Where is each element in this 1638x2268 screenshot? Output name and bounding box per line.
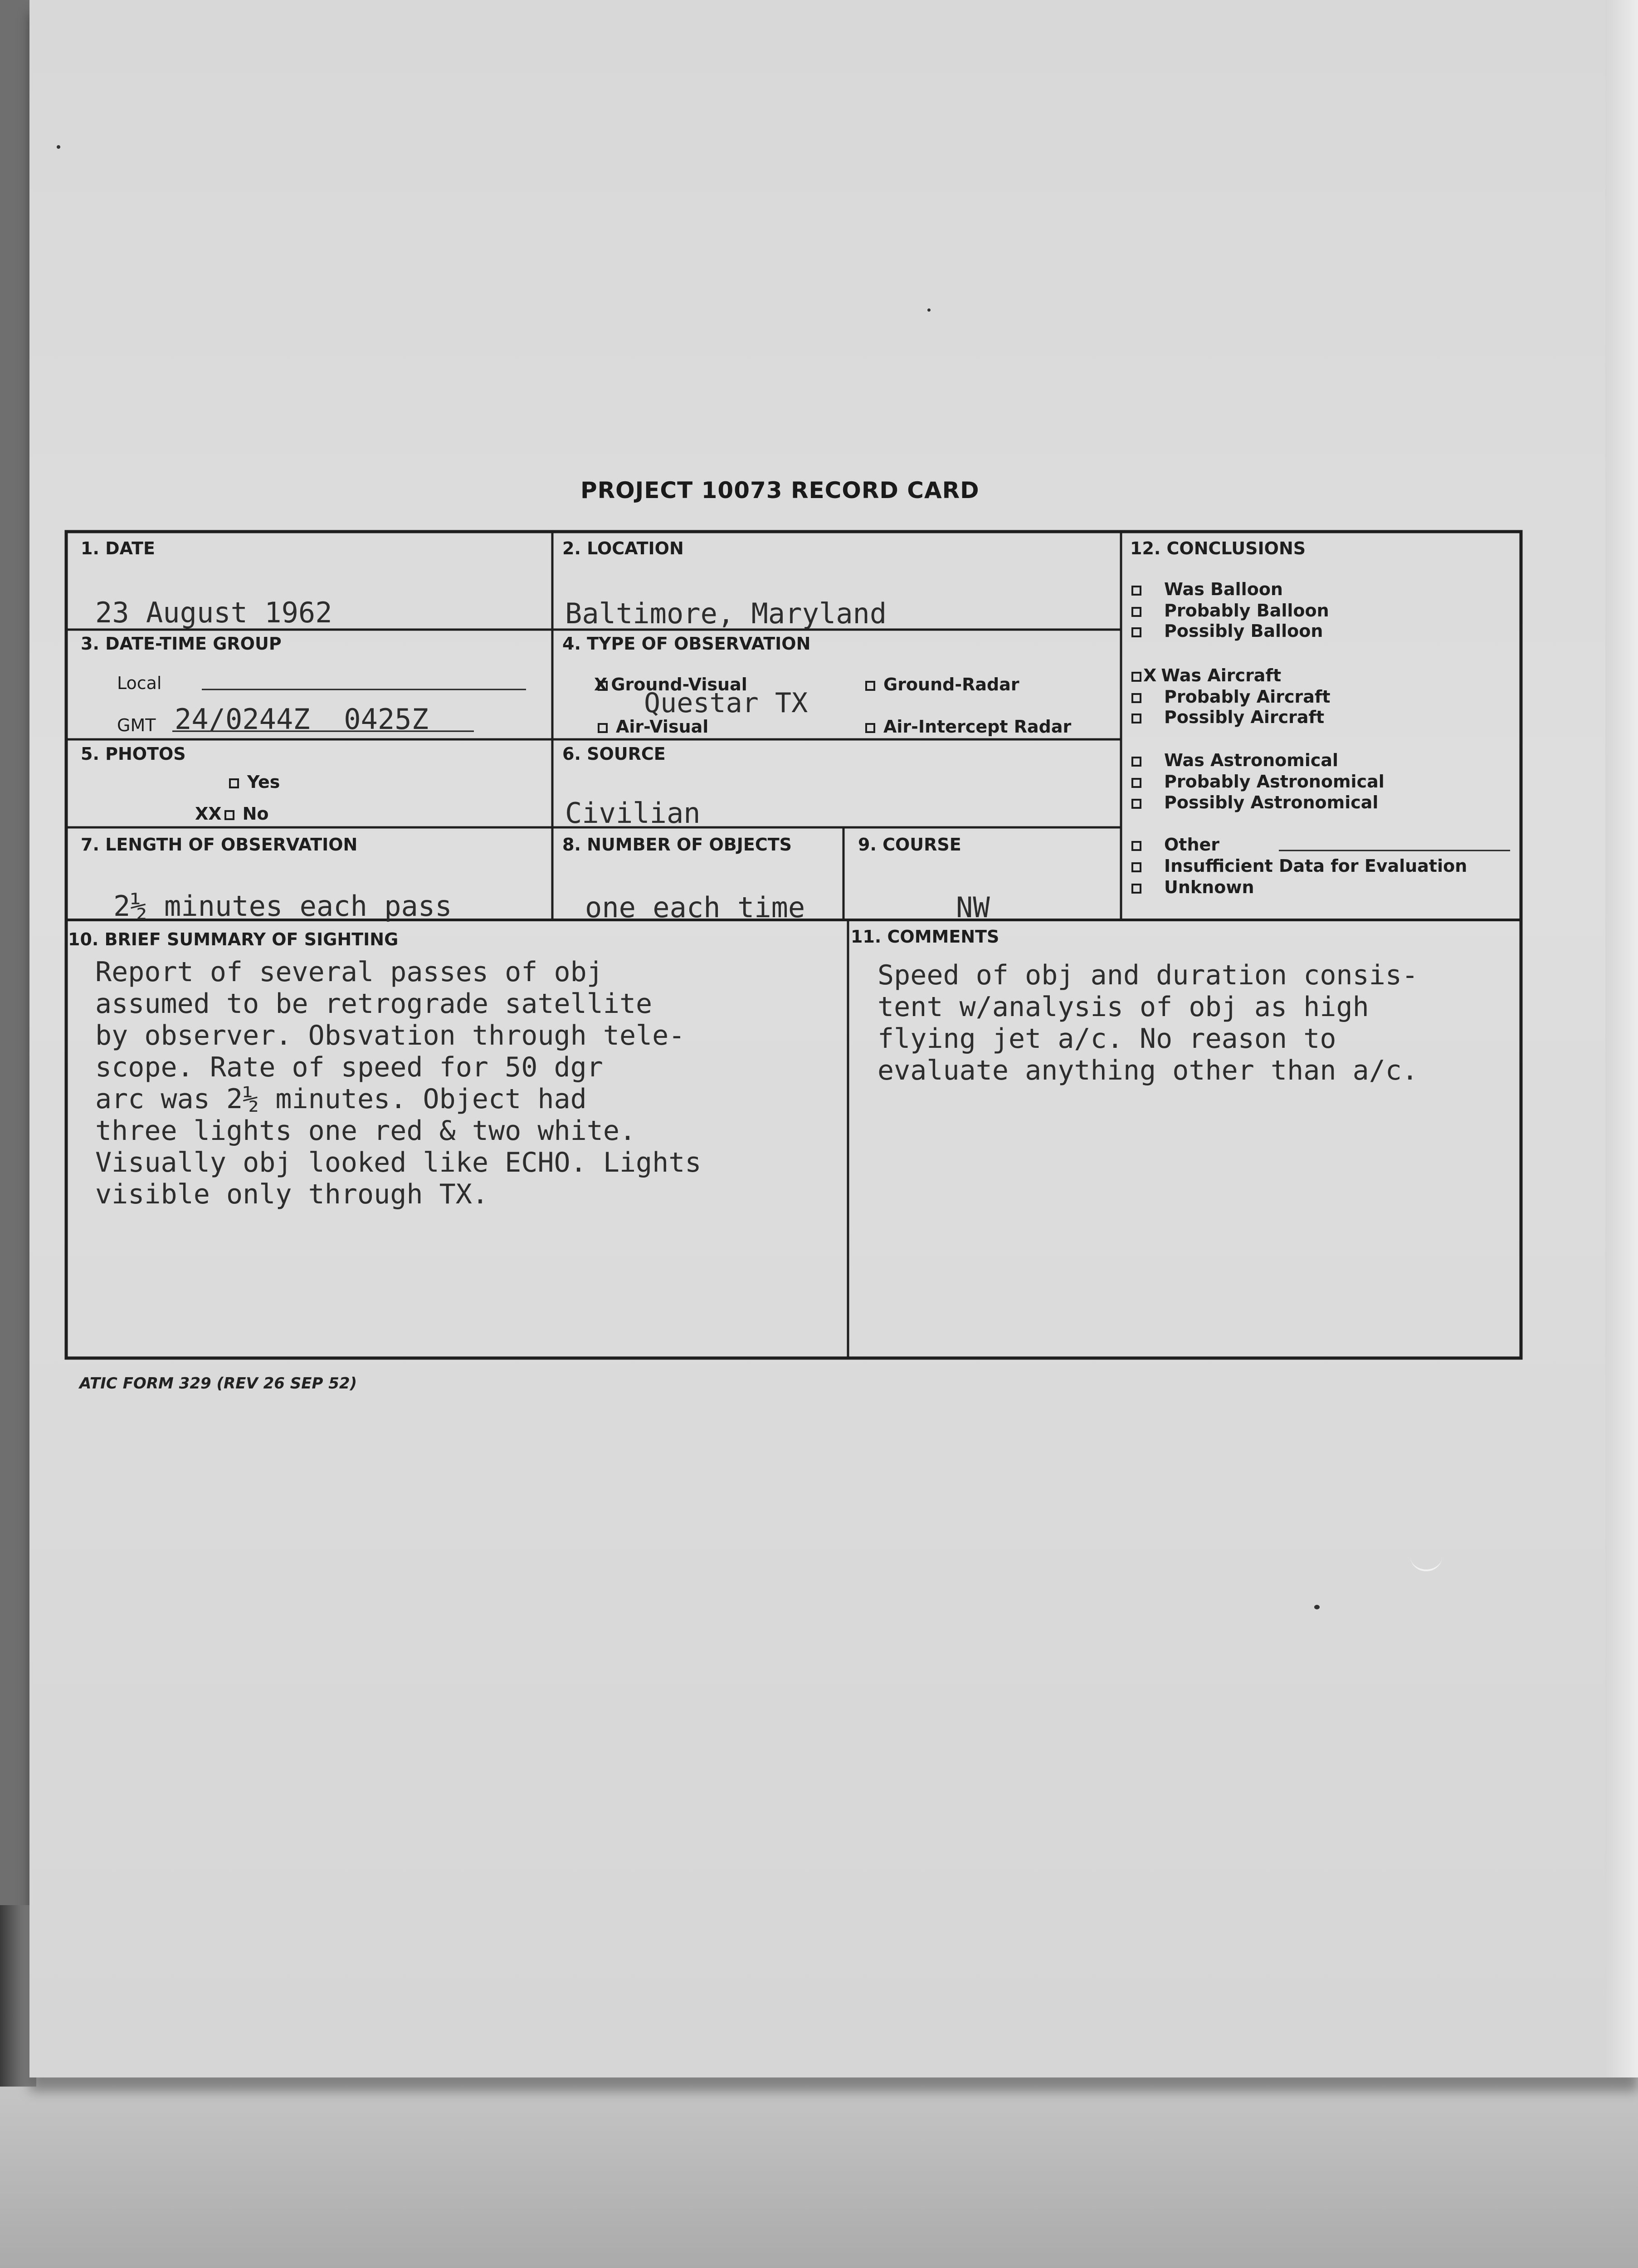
observation-type-label: 4. TYPE OF OBSERVATION: [562, 634, 811, 654]
text-line: Visually obj looked like ECHO. Lights: [95, 1147, 702, 1178]
conclusion-label: Was Balloon: [1164, 579, 1283, 599]
text-line: assumed to be retrograde satellite: [95, 988, 653, 1020]
checkbox: [1131, 672, 1141, 682]
conclusion-option: [1131, 667, 1281, 684]
photos-yes: [229, 773, 280, 791]
dtg-gmt-label: GMT: [117, 715, 156, 735]
conclusions-label: 12. CONCLUSIONS: [1130, 538, 1306, 558]
option-label: Ground-Radar: [883, 675, 1019, 694]
text-line: visible only through TX.: [95, 1178, 488, 1210]
course-value: NW: [956, 891, 990, 924]
objects-label: 8. NUMBER OF OBJECTS: [562, 835, 792, 855]
course-label: 9. COURSE: [858, 835, 961, 855]
objects-value: one each time: [585, 891, 805, 924]
option-ground-radar: [865, 676, 1019, 693]
checkbox: [1131, 778, 1141, 788]
conclusion-option: [1131, 709, 1324, 726]
date-label: 1. DATE: [81, 538, 155, 558]
text-line: flying jet a/c. No reason to: [878, 1023, 1336, 1055]
option-label: Ground-Visual: [611, 675, 747, 694]
source-value: Civilian: [565, 797, 701, 830]
comments-label: 11. COMMENTS: [851, 927, 999, 947]
conclusion-option: [1131, 581, 1283, 598]
conclusion-label: Insufficient Data for Evaluation: [1164, 856, 1467, 876]
option-label: No: [242, 804, 269, 824]
comments-text: [878, 959, 1418, 1086]
conclusion-option: [1131, 602, 1329, 619]
option-label: Air-Visual: [616, 717, 709, 737]
checkbox: [1131, 627, 1141, 637]
checkbox: [1131, 693, 1141, 703]
conclusion-label: Was Aircraft: [1161, 665, 1282, 685]
conclusion-option: [1131, 794, 1378, 811]
length-label: 7. LENGTH OF OBSERVATION: [81, 835, 358, 855]
form-number: ATIC FORM 329 (REV 26 SEP 52): [79, 1374, 357, 1393]
text-line: Report of several passes of obj: [95, 956, 603, 988]
conclusion-label: Possibly Balloon: [1164, 621, 1323, 641]
text-line: three lights one red & two white.: [95, 1115, 636, 1147]
option-air-intercept-radar: [865, 718, 1071, 735]
conclusion-label: Other: [1164, 835, 1220, 855]
text-line: tent w/analysis of obj as high: [878, 991, 1369, 1023]
text-line: by observer. Obsvation through tele-: [95, 1020, 685, 1051]
checkbox: [1131, 714, 1141, 723]
conclusion-option: [1131, 879, 1254, 896]
checkbox: [598, 723, 608, 733]
checkmark: X: [594, 675, 608, 694]
text-line: scope. Rate of speed for 50 dgr: [95, 1051, 603, 1083]
source-label: 6. SOURCE: [562, 744, 666, 764]
text-line: evaluate anything other than a/c.: [878, 1055, 1419, 1086]
checkbox: [865, 681, 875, 691]
location-value: Baltimore, Maryland: [565, 597, 887, 630]
conclusion-label: Possibly Aircraft: [1164, 707, 1325, 727]
conclusion-option: [1131, 836, 1219, 853]
conclusion-label: Probably Balloon: [1164, 601, 1329, 621]
summary-label: 10. BRIEF SUMMARY OF SIGHTING: [68, 929, 399, 949]
checkmark: X: [1143, 665, 1157, 685]
option-label: Air-Intercept Radar: [883, 717, 1072, 737]
conclusion-label: Unknown: [1164, 877, 1254, 897]
checkmark: XX: [195, 804, 222, 824]
conclusion-option: [1131, 773, 1384, 790]
conclusion-label: Possibly Astronomical: [1164, 792, 1379, 812]
observation-note: Questar TX: [644, 687, 808, 719]
dtg-gmt-value: 24/0244Z 0425Z: [175, 703, 429, 736]
conclusion-label: Probably Aircraft: [1164, 687, 1331, 707]
photos-label: 5. PHOTOS: [81, 744, 186, 764]
checkbox: [865, 723, 875, 733]
date-value: 23 August 1962: [95, 596, 332, 629]
conclusion-option: [1131, 622, 1323, 640]
location-label: 2. LOCATION: [562, 538, 684, 558]
checkbox: [1131, 586, 1141, 596]
text-line: Speed of obj and duration consis-: [878, 959, 1419, 991]
checkbox: [229, 778, 239, 788]
option-air-visual: [598, 718, 708, 735]
dtg-local-label: Local: [117, 673, 162, 693]
checkbox: [224, 810, 234, 820]
checkbox: [1131, 841, 1141, 851]
conclusion-label: Probably Astronomical: [1164, 772, 1384, 792]
photos-no: [195, 805, 269, 822]
dtg-label: 3. DATE-TIME GROUP: [81, 634, 282, 654]
length-value: 2½ minutes each pass: [113, 890, 452, 923]
option-label: Yes: [247, 772, 280, 792]
record-card-title: PROJECT 10073 RECORD CARD: [580, 477, 980, 503]
summary-text: [95, 956, 702, 1210]
checkbox: [1131, 757, 1141, 767]
text-line: arc was 2½ minutes. Object had: [95, 1083, 587, 1115]
checkbox: [1131, 884, 1141, 894]
checkbox: [1131, 799, 1141, 809]
conclusion-option: [1131, 752, 1338, 769]
checkbox: [1131, 862, 1141, 872]
checkbox: [1131, 607, 1141, 617]
conclusion-label: Was Astronomical: [1164, 750, 1339, 770]
conclusion-option: [1131, 857, 1467, 875]
conclusion-option: [1131, 688, 1331, 705]
